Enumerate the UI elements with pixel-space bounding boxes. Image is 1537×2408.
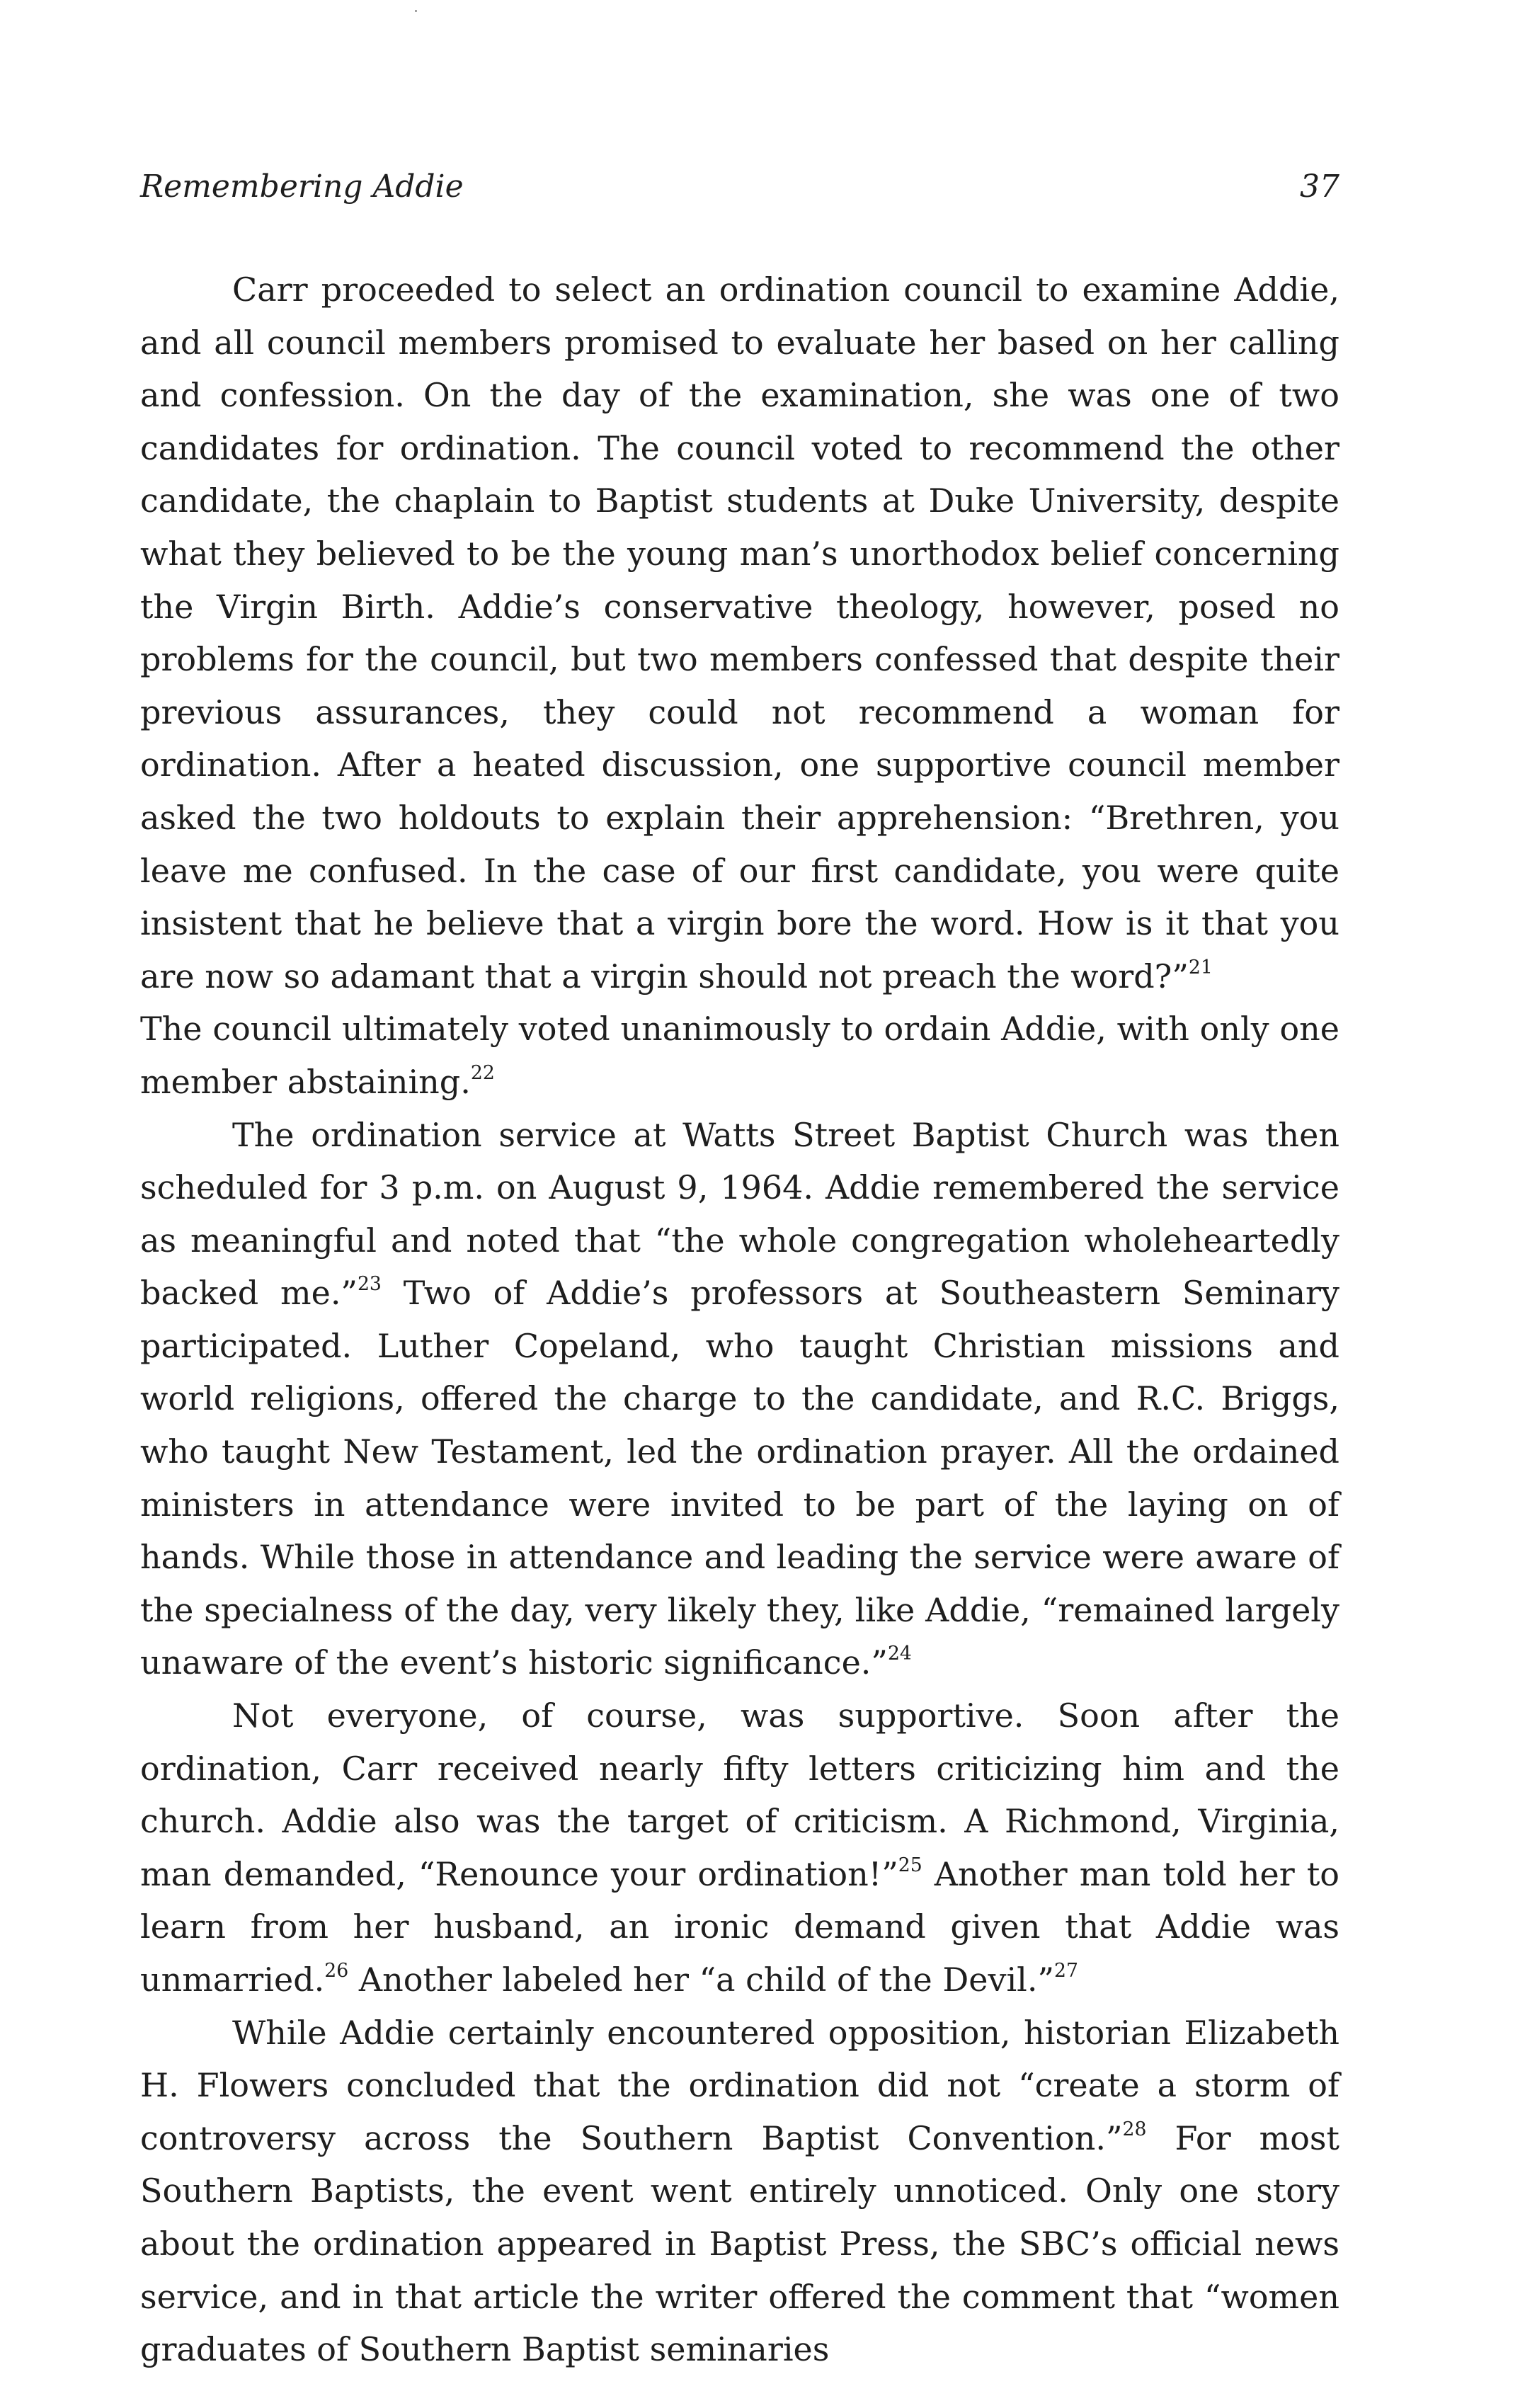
running-header — [140, 169, 1339, 218]
text-segment: The council ultimately voted unanimously to ordain Addie, with only one member abstaining. — [140, 1010, 1339, 1101]
page-number: 37 — [1300, 169, 1339, 205]
text-segment: Carr proceeded to select an ordination council to examine Addie, and all council members promised to evaluate her based on her calling and confession. On the day of the examination, she was one of two candidates for ordination. The council voted to recommend the other candidate, the chaplain to Baptist students at Duke University, despite what they believed to be the young man’s unorthodox belief concerning the Virgin Birth. Addie’s conservative theology, however, posed no problems for the council, but two members confessed that despite their previous assurances, they could not recommend a woman for ordination. After a heated discussion, one supportive council member asked the two holdouts to explain their apprehension: “Brethren, you leave me confused. In the case of our first candidate, you were quite insistent that he believe that a virgin bore the word. How is it that you are now so adamant that a virgin should not preach the word?” — [140, 270, 1339, 995]
paragraph-3 — [140, 1689, 1339, 2007]
footnote-ref: 21 — [1188, 956, 1213, 978]
paragraph-4 — [140, 2007, 1339, 2376]
footnote-ref: 28 — [1122, 2118, 1147, 2140]
footnote-ref: 23 — [357, 1273, 382, 1296]
text-segment: For most Southern Baptists, the event went entirely unnoticed. Only one story about the ordination appeared in Baptist Press, the SBC’s official news service, and in that article the writer offered the comment that “women graduates of Southern Baptist seminaries — [140, 2118, 1340, 2369]
footnote-ref: 24 — [887, 1643, 912, 1665]
footnote-ref: 27 — [1054, 1960, 1078, 1982]
text-segment: Not everyone, of course, was supportive. Soon after the ordination, Carr received nearly fifty letters criticizing him and the church. Addie also was the target of criticism. A Richmond, Virginia, man demanded, “Renounce your ordination!” — [140, 1696, 1339, 1893]
text-segment: Another labeled her “a child of the Devil.” — [348, 1961, 1055, 1999]
text-segment: The ordination service at Watts Street Baptist Church was then scheduled for 3 p.m. on August 9, 1964. Addie remembered the service as meaningful and noted that “the whole congregation wholeheartedly backed me.” — [140, 1115, 1339, 1313]
text-segment: Another man told her to learn from her husband, an ironic demand given that Addie was unmarried. — [140, 1854, 1340, 1999]
paragraph-2 — [140, 1109, 1339, 1690]
running-title: Remembering Addie — [140, 169, 464, 205]
footnote-ref: 22 — [470, 1061, 495, 1084]
scan-speck — [415, 10, 417, 12]
footnote-ref: 26 — [324, 1960, 349, 1982]
footnote-ref: 25 — [898, 1854, 922, 1876]
body-text — [140, 263, 1339, 2376]
text-segment: While Addie certainly encountered opposition, historian Elizabeth H. Flowers concluded that the ordination did not “create a storm of controversy across the Southern Baptist Convention.” — [140, 2013, 1339, 2157]
text-segment: Two of Addie’s professors at Southeastern Seminary participated. Luther Copeland, who taught Christian missions and world religions, offered the charge to the candidate, and R.C. Briggs, who taught New Testament, led the ordination prayer. All the ordained ministers in attendance were invited to be part of the laying on of hands. While those in attendance and leading the service were aware of the specialness of the day, very likely they, like Addie, “remained largely unaware of the event’s historic significance.” — [140, 1274, 1339, 1682]
paragraph-1 — [140, 263, 1339, 1109]
